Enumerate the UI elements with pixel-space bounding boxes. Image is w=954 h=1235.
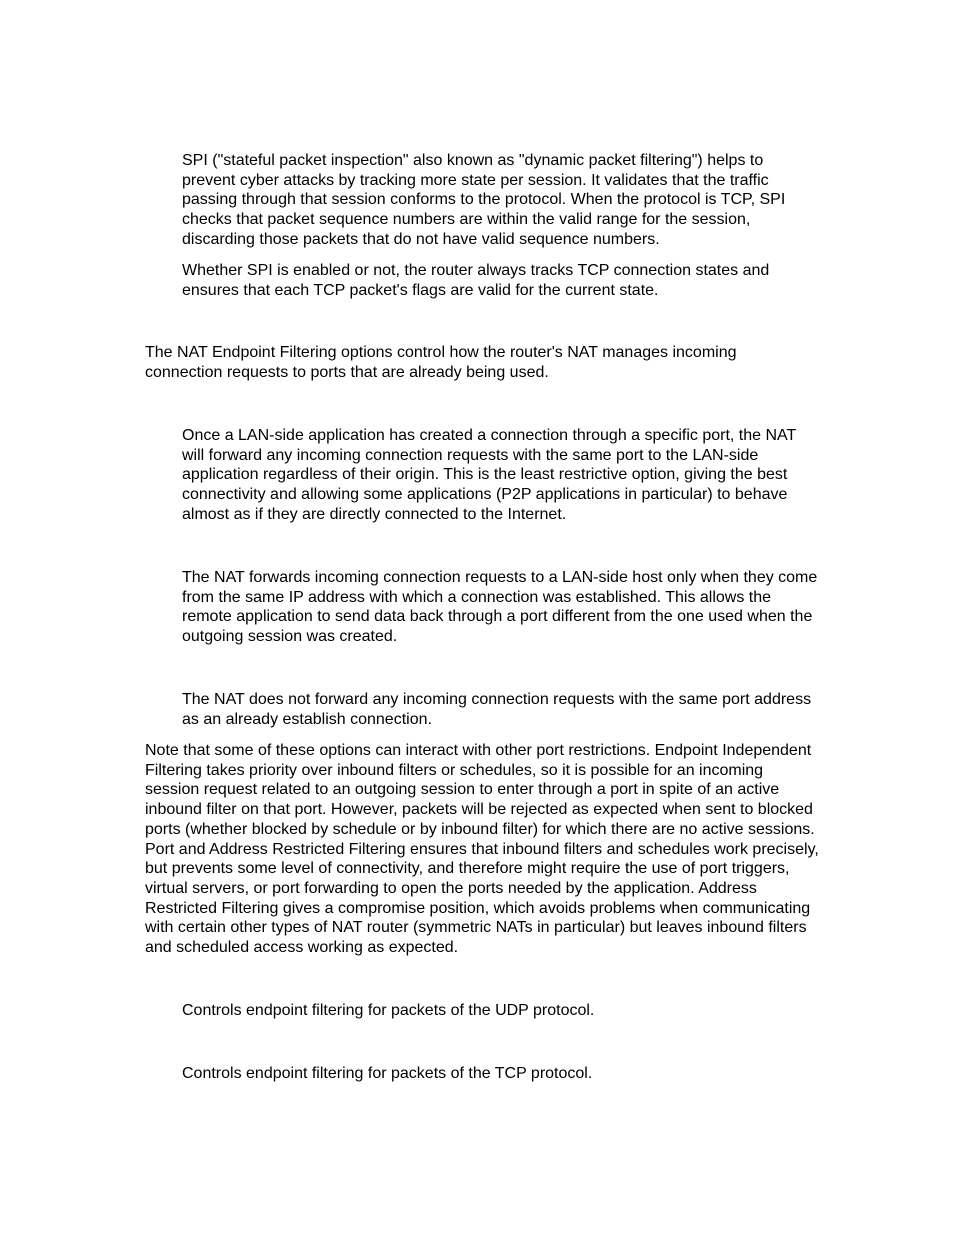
tcp-filtering-description: Controls endpoint filtering for packets of the TCP protocol. <box>182 1065 593 1082</box>
nat-filtering-intro: The NAT Endpoint Filtering options control how the router's NAT manages incoming connection requests to ports that are already being used. <box>145 344 737 381</box>
spi-note: Whether SPI is enabled or not, the router always tracks TCP connection states and ensures that each TCP packet's flags are valid for the current state. <box>182 262 770 299</box>
address-restricted-description: The NAT forwards incoming connection requests to a LAN-side host only when they come from the same IP address with which a connection was established. This allows the remote application to send data back through a port different from the one used when the outgoing session was created. <box>182 569 818 646</box>
spi-description: SPI ("stateful packet inspection" also known as "dynamic packet filtering") helps to prevent cyber attacks by tracking more state per session. It validates that the traffic passing through that session conforms to the protocol. When the protocol is TCP, SPI checks that packet sequence numbers are within the valid range for the session, discarding those packets that do not have valid sequence numbers. <box>182 152 786 248</box>
port-address-restricted-description: The NAT does not forward any incoming connection requests with the same port address as an already establish connection. <box>182 691 812 728</box>
filtering-interaction-note: Note that some of these options can interact with other port restrictions. Endpoint Independent Filtering takes priority over inbound filters or schedules, so it is possible for an incoming session request related to an outgoing session to enter through a port in spite of an active inbound filter on that port. However, packets will be rejected as expected when sent to blocked ports (whether blocked by schedule or by inbound filter) for which there are no active sessions. Port and Address Restricted Filtering ensures that inbound filters and schedules work precisely, but prevents some level of connectivity, and therefore might require the use of port triggers, virtual servers, or port forwarding to open the ports needed by the application. Address Restricted Filtering gives a compromise position, which avoids problems when communicating with certain other types of NAT router (symmetric NATs in particular) but leaves inbound filters and scheduled access working as expected. <box>145 742 819 957</box>
udp-filtering-description: Controls endpoint filtering for packets of the UDP protocol. <box>182 1002 595 1019</box>
endpoint-independent-description: Once a LAN-side application has created a connection through a specific port, the NAT will forward any incoming connection requests with the same port to the LAN-side application regardless of their origin. This is the least restrictive option, giving the best connectivity and allowing some applications (P2P applications in particular) to behave almost as if they are directly connected to the Internet. <box>182 427 797 523</box>
